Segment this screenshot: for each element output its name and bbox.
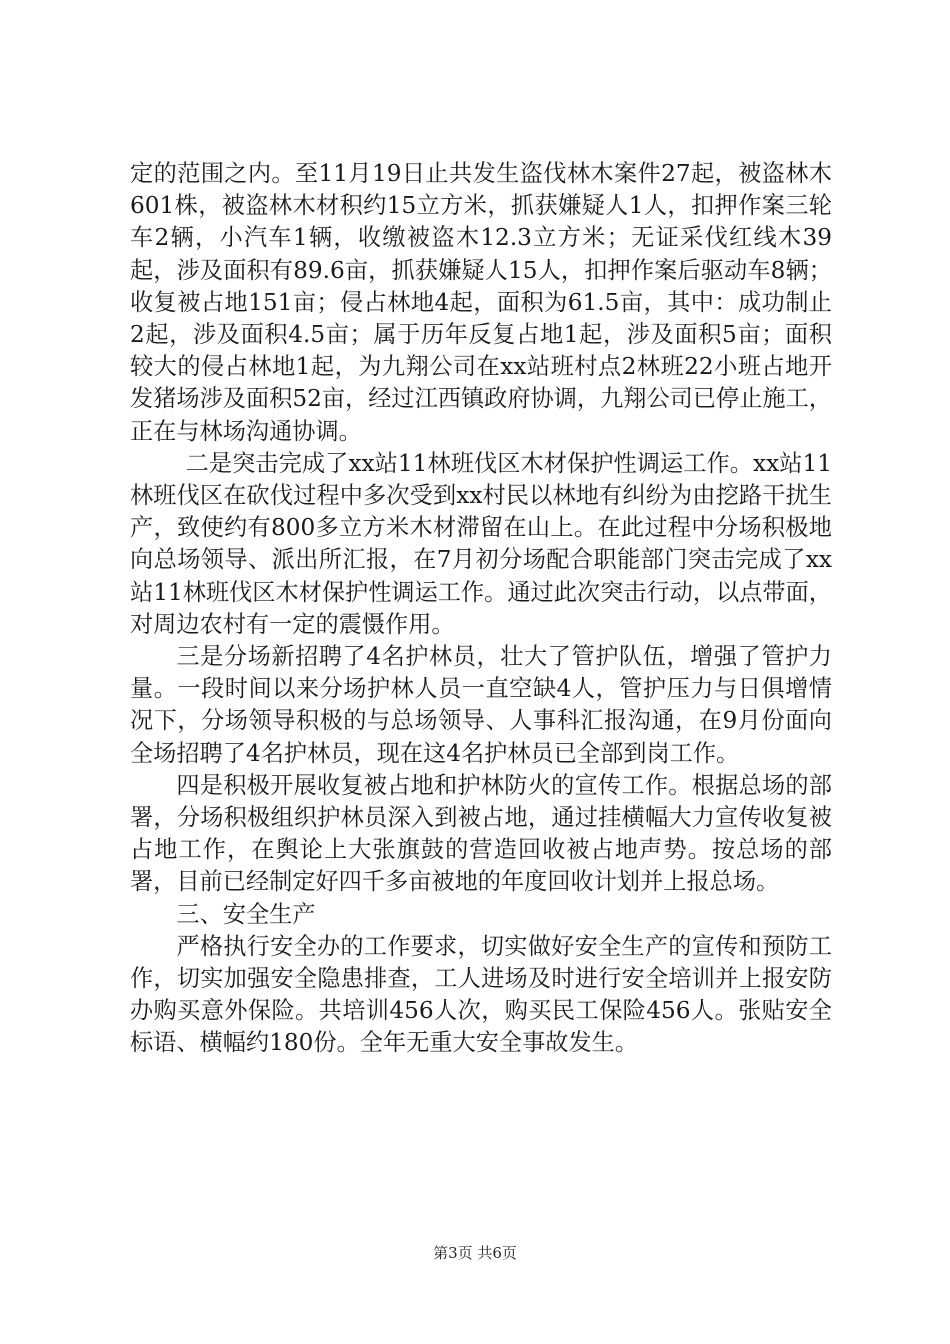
- page-number-footer: 第3页 共6页: [433, 1244, 517, 1262]
- document-body: [130, 158, 832, 1060]
- paragraph-timber-transport: 二是突击完成了xx站11林班伐区木材保护性调运工作。xx站11林班伐区在砍伐过程中多次受到xx村民以林地有纠纷为由挖路干扰生产，致使约有800多立方米木材滞留在山上。在此过程中分场积极地向总场领导、派出所汇报，在7月初分场配合职能部门突击完成了xx站11林班伐区木材保护性调运工作。通过此次突击行动，以点带面，对周边农村有一定的震慑作用。: [130, 449, 832, 638]
- paragraph-safety-production: 严格执行安全办的工作要求，切实做好安全生产的宣传和预防工作，切实加强安全隐患排查，工人进场及时进行安全培训并上报安防办购买意外保险。共培训456人次，购买民工保险456人。张贴安全标语、横幅约180份。全年无重大安全事故发生。: [130, 932, 832, 1057]
- paragraph-case-statistics: 定的范围之内。至11月19日止共发生盗伐林木案件27起，被盗林木601株，被盗林木材积约15立方米，抓获嫌疑人1人，扣押作案三轮车2辆，小汽车1辆，收缴被盗木12.3立方米；无证采伐红线木39起，涉及面积有89.6亩，抓获嫌疑人15人，扣押作案后驱动车8辆；收复被占地151亩；侵占林地4起，面积为61.5亩，其中：成功制止2起，涉及面积4.5亩；属于历年反复占地1起，涉及面积5亩；面积较大的侵占林地1起，为九翔公司在xx站班村点2林班22小班占地开发猪场涉及面积52亩，经过江西镇政府协调，九翔公司已停止施工，正在与林场沟通协调。: [130, 160, 832, 445]
- paragraph-publicity-work: 四是积极开展收复被占地和护林防火的宣传工作。根据总场的部署，分场积极组织护林员深入到被占地，通过挂横幅大力宣传收复被占地工作，在舆论上大张旗鼓的营造回收被占地声势。按总场的部署，目前已经制定好四千多亩被地的年度回收计划并上报总场。: [130, 771, 832, 896]
- section-heading-safety: 三、安全生产: [176, 900, 316, 928]
- paragraph-ranger-recruitment: 三是分场新招聘了4名护林员，壮大了管护队伍，增强了管护力量。一段时间以来分场护林人员一直空缺4人，管护压力与日俱增情况下，分场领导积极的与总场领导、人事科汇报沟通，在9月份面向全场招聘了4名护林员，现在这4名护林员已全部到岗工作。: [130, 643, 832, 767]
